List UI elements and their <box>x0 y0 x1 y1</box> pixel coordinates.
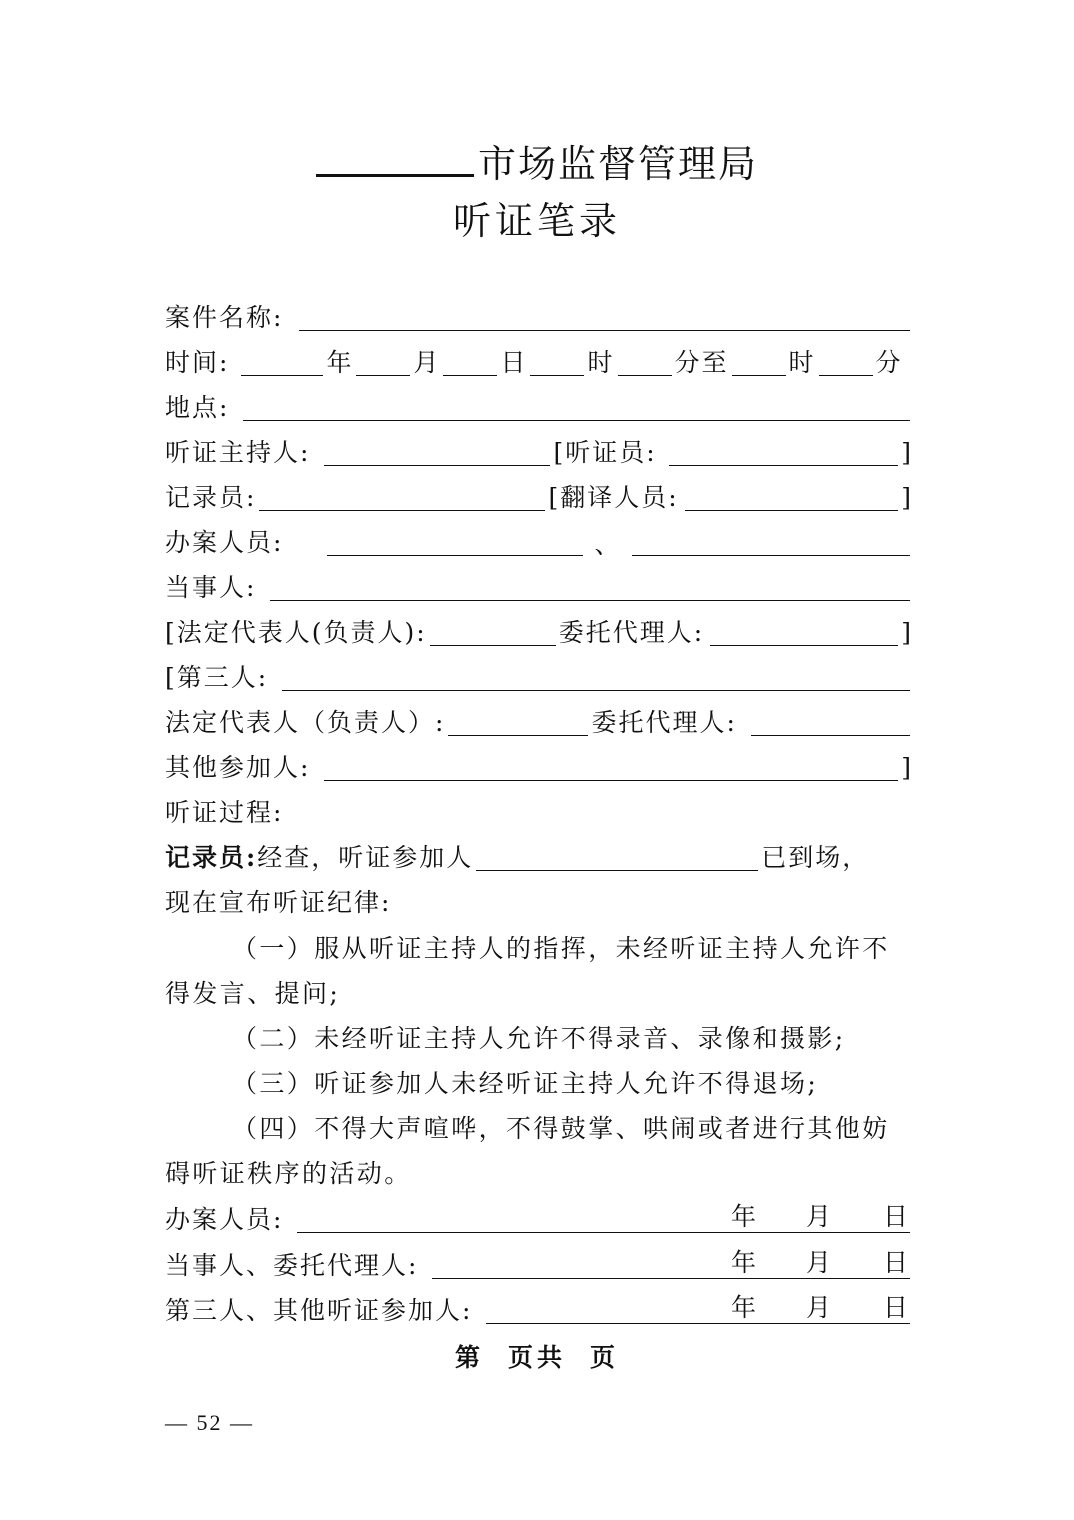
rule-2: （二）未经听证主持人允许不得录音、录像和摄影; <box>232 1024 846 1053</box>
close-bracket: ] <box>901 483 913 512</box>
speaker-label: 记录员: <box>165 843 258 872</box>
time-label: 时间: <box>165 348 230 377</box>
separator: 、 <box>594 530 622 559</box>
minute-to-label: 分至 <box>674 348 729 377</box>
recorder-field[interactable] <box>259 484 545 511</box>
org-title <box>0 138 1074 189</box>
end-hour-label: 时 <box>788 348 816 377</box>
document-title: 听证笔录 <box>452 199 621 243</box>
legal-rep-bracket-row <box>165 610 913 650</box>
close-bracket: ] <box>901 753 913 782</box>
place-field[interactable] <box>243 394 910 421</box>
place-label: 地点: <box>165 393 230 422</box>
recorder-label: 记录员: <box>165 483 257 512</box>
party-field[interactable] <box>270 574 910 601</box>
sig-year: 年 <box>730 1248 758 1277</box>
case-name-field[interactable] <box>299 304 910 331</box>
agent2-field[interactable] <box>751 709 910 736</box>
process-line2 <box>165 880 913 920</box>
signature-field[interactable] <box>432 1248 910 1279</box>
end-minute-label: 分 <box>875 348 903 377</box>
others-row <box>165 745 913 785</box>
page-count <box>0 1338 1074 1374</box>
day-field[interactable] <box>443 349 497 376</box>
third-party-row <box>165 655 913 695</box>
host-field[interactable] <box>324 439 550 466</box>
sig-year: 年 <box>730 1293 758 1322</box>
third-party-field[interactable] <box>282 664 910 691</box>
end-hour-field[interactable] <box>732 349 786 376</box>
org-name-blank[interactable] <box>316 138 474 177</box>
case-staff-field-1[interactable] <box>327 529 583 556</box>
third-party-label: [第三人: <box>165 663 269 692</box>
case-staff-label: 办案人员: <box>165 528 284 557</box>
process-line1-a: 经查，听证参加人 <box>257 843 474 872</box>
signature-row <box>165 1197 913 1237</box>
host-row <box>165 430 913 470</box>
signature-row <box>165 1288 913 1328</box>
hour-field[interactable] <box>530 349 584 376</box>
close-bracket: ] <box>901 438 913 467</box>
legal-rep-row <box>165 700 913 740</box>
case-name-row <box>165 295 913 335</box>
party-row <box>165 565 913 605</box>
process-line1 <box>165 835 913 875</box>
sig-month: 月 <box>805 1248 833 1277</box>
time-row <box>165 340 913 380</box>
others-label: 其他参加人: <box>165 753 311 782</box>
close-bracket: ] <box>901 618 913 647</box>
page-b: 页共 <box>507 1343 566 1372</box>
translator-label: [翻译人员: <box>548 483 679 512</box>
participants-field[interactable] <box>476 844 758 871</box>
others-field[interactable] <box>324 754 898 781</box>
hearing-officer-label: [听证员: <box>553 438 657 467</box>
legal-rep-bracket-label: [法定代表人(负责人): <box>165 618 427 647</box>
sig-month: 月 <box>805 1202 833 1231</box>
signature-field[interactable] <box>486 1293 910 1324</box>
signature-label: 第三人、其他听证参加人: <box>165 1296 473 1325</box>
rule-1: （一）服从听证主持人的指挥，未经听证主持人允许不得发言、提问; <box>165 934 890 1008</box>
signature-row <box>165 1243 913 1283</box>
page-c: 页 <box>590 1343 620 1372</box>
page-a: 第 <box>454 1343 484 1372</box>
place-row <box>165 385 913 425</box>
year-label: 年 <box>326 348 354 377</box>
page-number: — 52 — <box>165 1410 254 1435</box>
translator-field[interactable] <box>685 484 899 511</box>
month-label: 月 <box>413 348 441 377</box>
process-heading: 听证过程: <box>165 798 284 827</box>
year-field[interactable] <box>241 349 323 376</box>
sig-day: 日 <box>882 1248 910 1277</box>
case-staff-field-2[interactable] <box>632 529 910 556</box>
sig-month: 月 <box>805 1293 833 1322</box>
hour-label: 时 <box>587 348 615 377</box>
minute-field[interactable] <box>618 349 672 376</box>
case-staff-row <box>165 520 913 560</box>
legal-rep-bracket-field[interactable] <box>430 619 556 646</box>
rule-4: （四）不得大声喧哗，不得鼓掌、哄闹或者进行其他妨碍听证秩序的活动。 <box>165 1114 890 1188</box>
agent-field[interactable] <box>710 619 898 646</box>
legal-rep-field[interactable] <box>448 709 588 736</box>
legal-rep-label: 法定代表人（负责人）: <box>165 708 446 737</box>
recorder-row <box>165 475 913 515</box>
signature-field[interactable] <box>297 1202 910 1233</box>
sig-day: 日 <box>882 1293 910 1322</box>
agent-label: 委托代理人: <box>558 618 705 647</box>
hearing-officer-field[interactable] <box>669 439 899 466</box>
month-field[interactable] <box>356 349 410 376</box>
sig-year: 年 <box>730 1202 758 1231</box>
party-label: 当事人: <box>165 573 257 602</box>
sig-day: 日 <box>882 1202 910 1231</box>
process-line1-b: 已到场， <box>761 843 870 872</box>
end-minute-field[interactable] <box>819 349 873 376</box>
day-label: 日 <box>500 348 528 377</box>
rule-3: （三）听证参加人未经听证主持人允许不得退场; <box>232 1069 819 1098</box>
signature-label: 办案人员: <box>165 1205 284 1234</box>
process-heading-row <box>165 790 913 830</box>
case-name-label: 案件名称: <box>165 303 284 332</box>
process-line2-text: 现在宣布听证纪律: <box>165 888 392 917</box>
agent2-label: 委托代理人: <box>591 708 737 737</box>
host-label: 听证主持人: <box>165 438 311 467</box>
signature-label: 当事人、委托代理人: <box>165 1251 419 1280</box>
org-suffix: 市场监督管理局 <box>477 142 758 186</box>
